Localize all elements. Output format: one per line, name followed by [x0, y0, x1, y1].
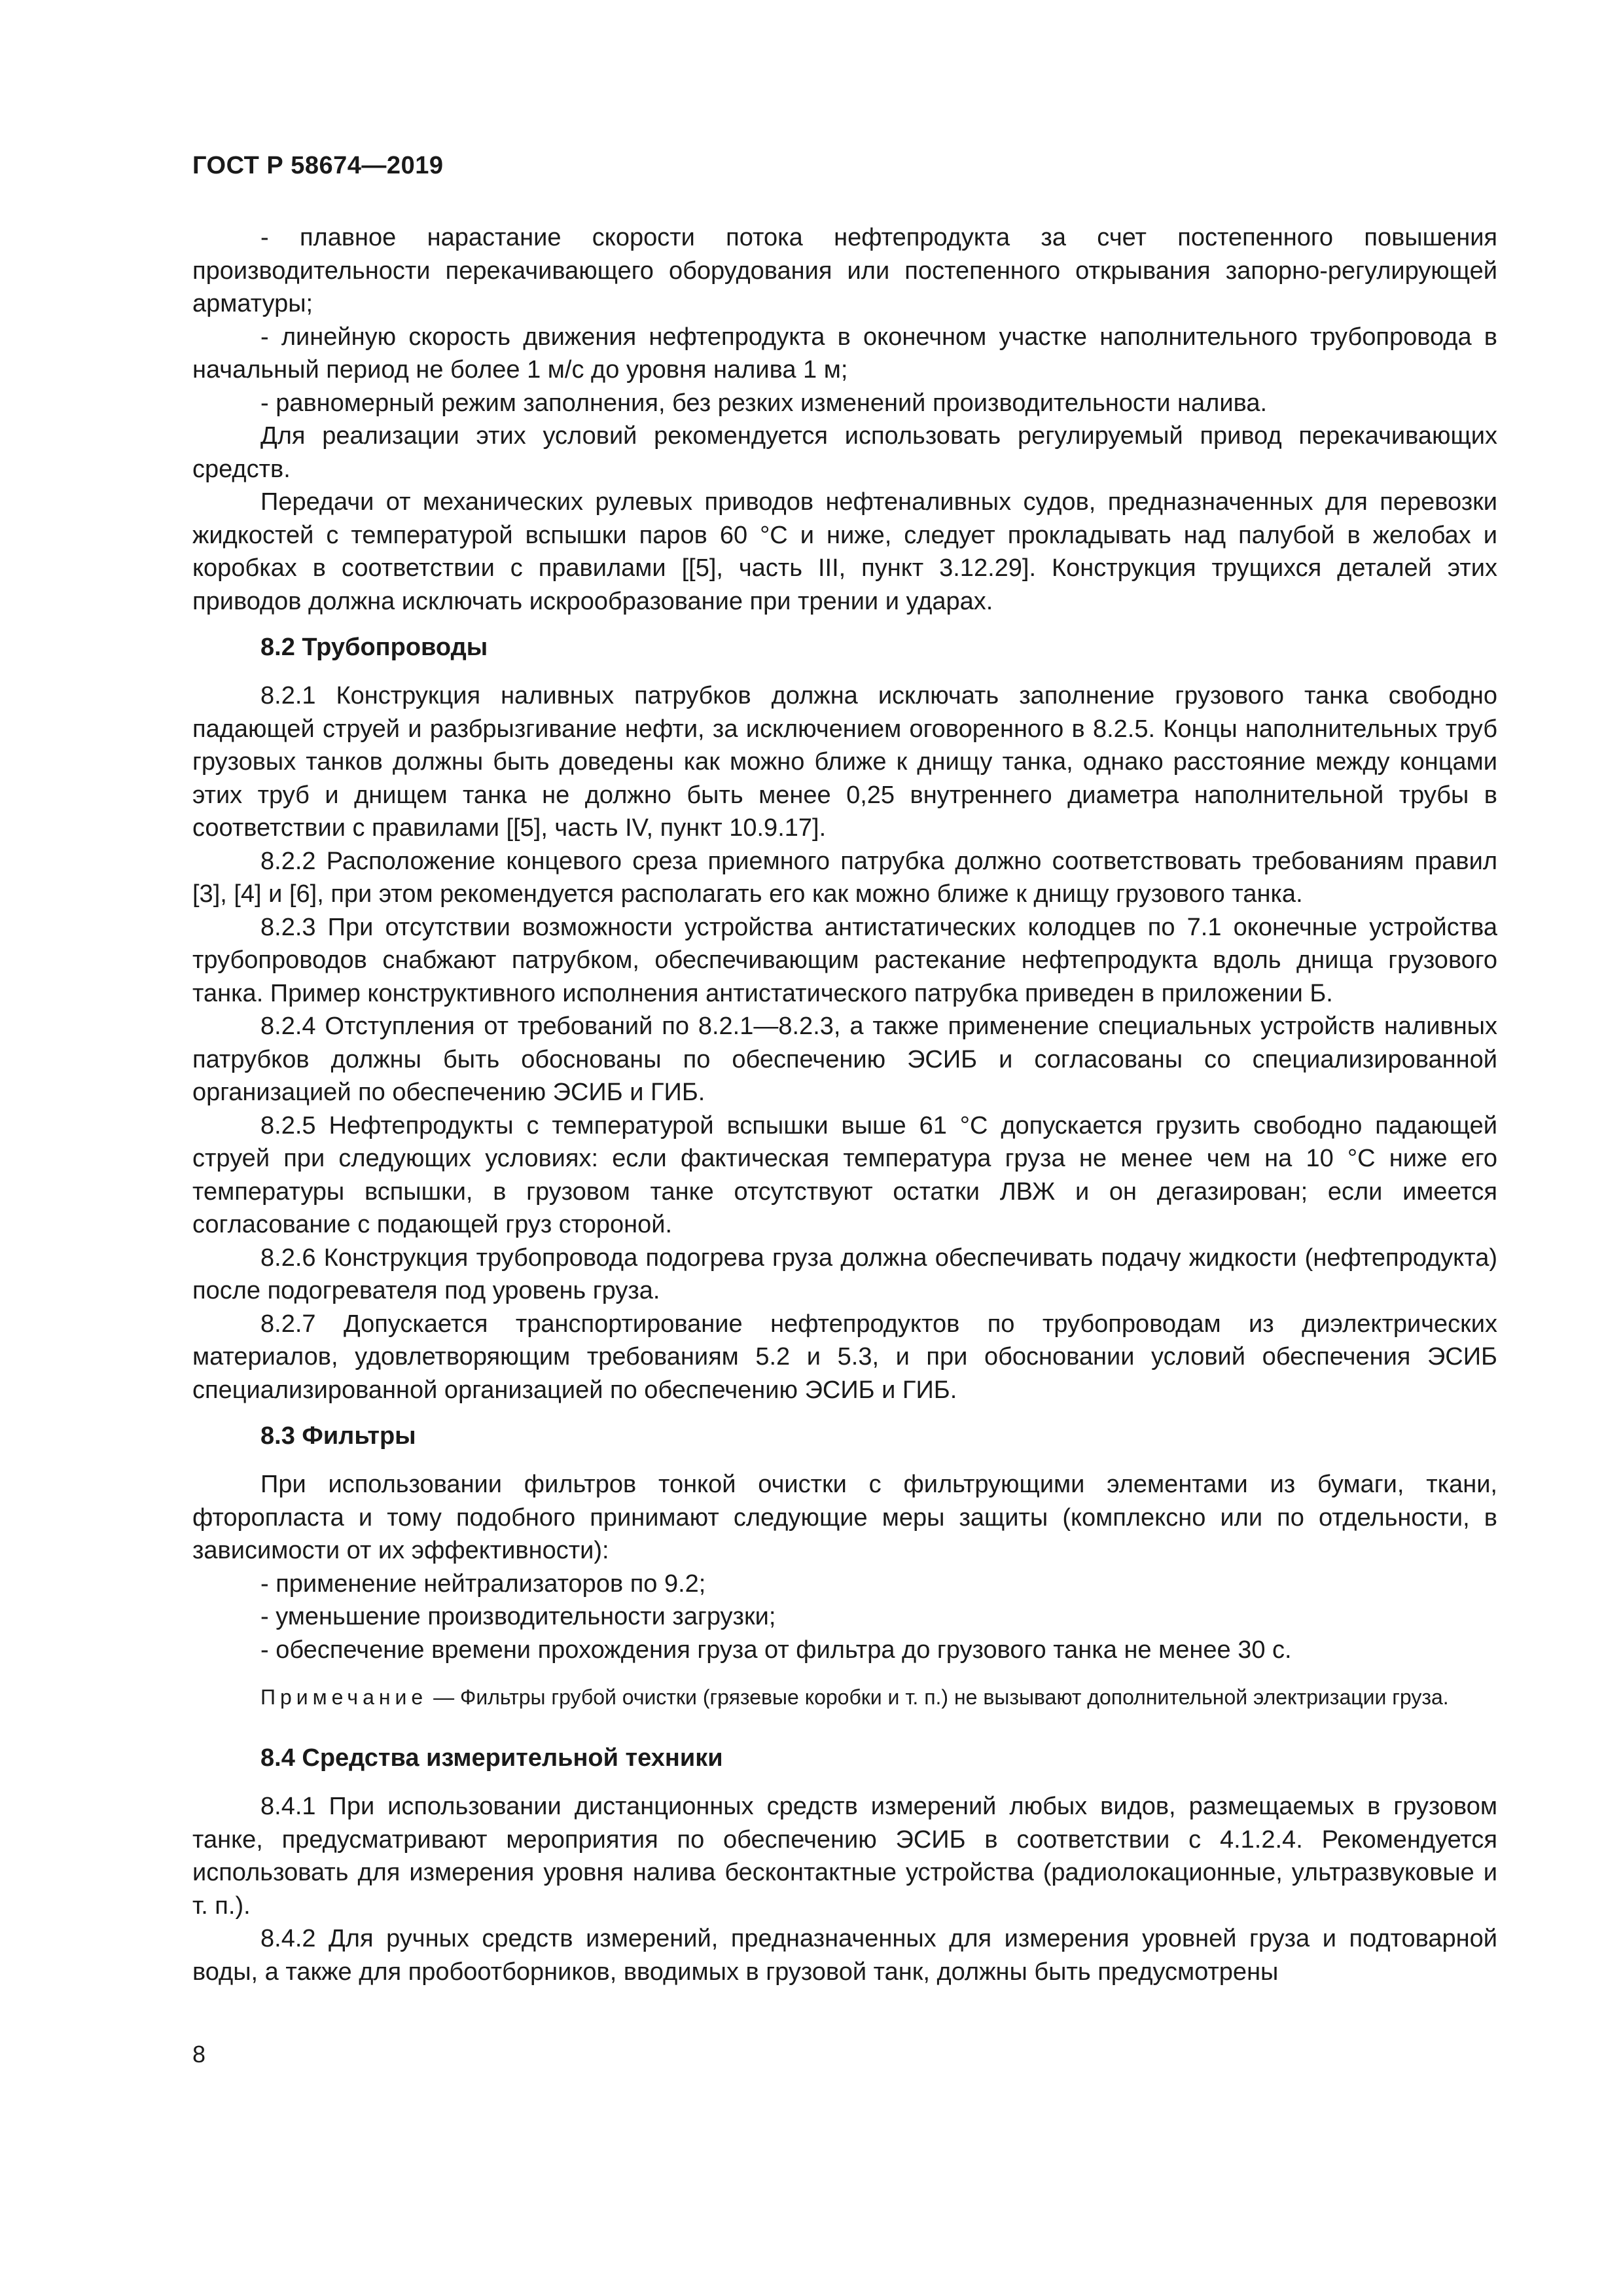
list-item: - уменьшение производительности загрузки;	[260, 1603, 776, 1630]
clause-8-4-2: 8.4.2 Для ручных средств измерений, предназначенных для измерения уровней груза и подтоварной воды, а также для пробоотборников, вводимых в грузовой танк, должны быть предусмотрены	[192, 1925, 1497, 1986]
section-heading-8-2: 8.2 Трубопроводы	[260, 634, 488, 661]
list-item: - линейную скорость движения нефтепродукта в оконечном участке наполнительного трубопровода в начальный период не более 1 м/с до уровня налива 1 м;	[192, 323, 1497, 384]
note	[192, 1682, 1497, 1713]
document-code-header: ГОСТ Р 58674—2019	[192, 152, 444, 179]
clause-8-2-4: 8.2.4 Отступления от требований по 8.2.1—8.2.3, а также применение специальных устройств наливных патрубков должны быть обоснованы по обеспечению ЭСИБ и согласованы со специализированной организацией по обеспечению ЭСИБ и ГИБ.	[192, 1013, 1497, 1106]
list-item: - равномерный режим заполнения, без резких изменений производительности налива.	[260, 389, 1268, 417]
document-page	[192, 0, 1497, 2296]
note-text: — Фильтры грубой очистки (грязевые коробки и т. п.) не вызывают дополнительной электризации груза.	[427, 1685, 1449, 1709]
list-item: - плавное нарастание скорости потока нефтепродукта за счет постепенного повышения производительности перекачивающего оборудования или постепенного открывания запорно-регулирующей арматуры;	[192, 224, 1497, 317]
clause-8-4-1: 8.4.1 При использовании дистанционных средств измерений любых видов, размещаемых в грузовом танке, предусматривают мероприятия по обеспечению ЭСИБ в соответствии с 4.1.2.4. Рекомендуется использовать для измерения уровня налива бесконтактные устройства (радиолокационные, ультразвуковые и т. п.).	[192, 1793, 1497, 1920]
note-label: Примечание	[260, 1685, 428, 1709]
clause-8-2-1: 8.2.1 Конструкция наливных патрубков должна исключать заполнение грузового танка свободно падающей струей и разбрызгивание нефти, за исключением оговоренного в 8.2.5. Концы наполнительных труб грузовых танков должны быть доведены как можно ближе к днищу танка, однако расстояние между концами этих труб и днищем танка не должно быть менее 0,25 внутреннего диаметра наполнительной трубы в соответствии с правилами [[5], часть IV, пункт 10.9.17].	[192, 682, 1497, 842]
list-item: - применение нейтрализаторов по 9.2;	[260, 1570, 706, 1598]
clause-8-2-7: 8.2.7 Допускается транспортирование нефтепродуктов по трубопроводам из диэлектрических материалов, удовлетворяющим требованиям 5.2 и 5.3, и при обосновании условий обеспечения ЭСИБ специализированной организацией по обеспечению ЭСИБ и ГИБ.	[192, 1310, 1497, 1404]
document-body	[192, 221, 1497, 1988]
paragraph: Для реализации этих условий рекомендуется использовать регулируемый привод перекачивающих средств.	[192, 422, 1497, 483]
page-number: 8	[192, 2041, 206, 2068]
paragraph: Передачи от механических рулевых приводов нефтеналивных судов, предназначенных для перевозки жидкостей с температурой вспышки паров 60 °С и ниже, следует прокладывать над палубой в желобах и коробках в соответствии с правилами [[5], часть III, пункт 3.12.29]. Конструкция трущихся деталей этих приводов должна исключать искрообразование при трении и ударах.	[192, 488, 1497, 615]
section-heading-8-3: 8.3 Фильтры	[260, 1422, 416, 1450]
paragraph: При использовании фильтров тонкой очистки с фильтрующими элементами из бумаги, ткани, фторопласта и тому подобного принимают следующие меры защиты (комплексно или по отдельности, в зависимости от их эффективности):	[192, 1471, 1497, 1564]
clause-8-2-3: 8.2.3 При отсутствии возможности устройства антистатических колодцев по 7.1 оконечные устройства трубопроводов снабжают патрубком, обеспечивающим растекание нефтепродукта вдоль днища грузового танка. Пример конструктивного исполнения антистатического патрубка приведен в приложении Б.	[192, 913, 1497, 1007]
clause-8-2-2: 8.2.2 Расположение концевого среза приемного патрубка должно соответствовать требованиям правил [3], [4] и [6], при этом рекомендуется располагать его как можно ближе к днищу грузового танка.	[192, 847, 1497, 908]
list-item: - обеспечение времени прохождения груза от фильтра до грузового танка не менее 30 с.	[260, 1636, 1292, 1664]
clause-8-2-5: 8.2.5 Нефтепродукты с температурой вспышки выше 61 °С допускается грузить свободно падающей струей при следующих условиях: если фактическая температура груза не менее чем на 10 °С ниже его температуры вспышки, в грузовом танке отсутствуют остатки ЛВЖ и он дегазирован; если имеется согласование с подающей груз стороной.	[192, 1111, 1497, 1238]
clause-8-2-6: 8.2.6 Конструкция трубопровода подогрева груза должна обеспечивать подачу жидкости (нефтепродукта) после подогревателя под уровень груза.	[192, 1244, 1497, 1304]
section-heading-8-4: 8.4 Средства измерительной техники	[260, 1744, 723, 1772]
